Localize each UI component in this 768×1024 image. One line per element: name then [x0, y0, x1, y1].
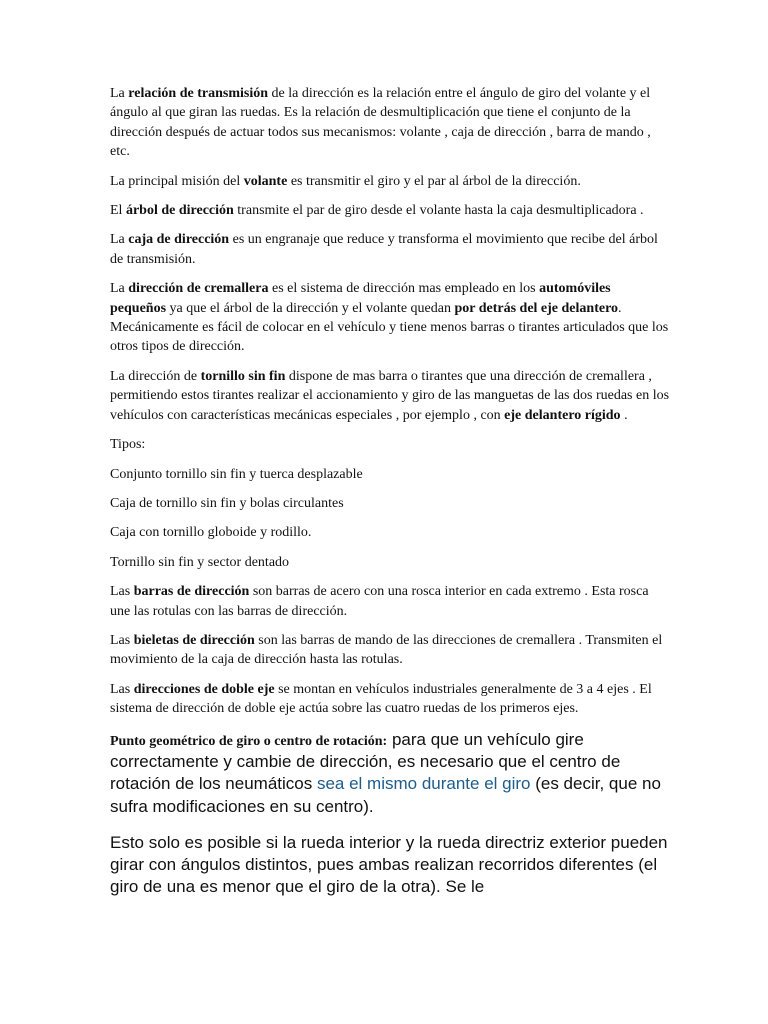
paragraph-barras-direccion [110, 582, 670, 621]
text: Las [110, 584, 134, 600]
text: es transmitir el giro y el par al árbol de la dirección. [287, 173, 581, 189]
bold-term: por detrás del eje delantero [454, 300, 619, 316]
paragraph-punto-giro [110, 729, 670, 819]
text: La [110, 281, 129, 297]
tipo-item: Caja con tornillo globoide y rodillo. [110, 525, 312, 541]
text: es el sistema de dirección mas empleado en los [268, 281, 540, 297]
text: se montan en vehículos industriales generalmente de 3 a 4 ejes . El sistema de dirección de doble eje actúa sobre las cuatro ruedas de los primeros ejes. [110, 681, 652, 717]
paragraph-rueda-interior: Esto solo es posible si la rueda interior y la rueda directriz exterior pueden girar con ángulos distintos, pues ambas realizan recorridos diferentes (el giro de una es menor que el giro de la otra). Se le [110, 833, 668, 897]
text: de la dirección es la relación entre el ángulo de giro del volante y el ángulo al que giran las ruedas. Es la relación de desmultiplicación que tiene el conjunto de la dirección después de actuar todos sus mecanismos: volante , caja de dirección , barra de mando , etc. [110, 86, 651, 160]
paragraph-caja-direccion [110, 230, 670, 269]
paragraph-relacion-transmision [110, 84, 670, 162]
text: Las [110, 681, 134, 697]
bold-term: eje delantero rígido [504, 407, 621, 423]
bold-term: caja de dirección [128, 232, 230, 248]
bold-term: dirección de cremallera [128, 281, 269, 297]
bold-term: tornillo sin fin [200, 368, 286, 384]
text: son barras de acero con una rosca interior en cada extremo . Esta rosca une las rotulas con las barras de dirección. [110, 584, 649, 619]
tipos-label: Tipos: [110, 437, 146, 453]
text: El [110, 203, 126, 219]
bold-term: árbol de dirección [125, 203, 234, 219]
bold-term: Punto geométrico de giro o centro de rotación: [110, 733, 388, 749]
paragraph-doble-eje [110, 680, 670, 719]
text: . Mecánicamente es fácil de colocar en el vehículo y tiene menos barras o tirantes articulados que los otros tipos de dirección. [110, 300, 669, 355]
text: dispone de mas barra o tirantes que una dirección de cremallera , permitiendo estos tirantes realizar el accionamiento y giro de las manguetas de las dos ruedas en los vehículos con características mecánicas especiales , por ejemplo , con [110, 368, 670, 423]
paragraph-cremallera [110, 279, 670, 357]
paragraph-bieletas [110, 631, 670, 670]
tipo-item: Tornillo sin fin y sector dentado [110, 554, 290, 570]
text: La principal misión del [110, 173, 244, 189]
paragraph-tornillo-sin-fin [110, 367, 670, 425]
text: La [110, 86, 129, 101]
bold-term: relación de transmisión [128, 86, 269, 101]
document-body [110, 84, 670, 908]
text: para que un vehículo gire correctamente y cambie de dirección, es necesario que el centro de rotación de los neumáticos [110, 729, 621, 794]
bold-term: direcciones de doble eje [133, 681, 275, 697]
tipo-item: Conjunto tornillo sin fin y tuerca desplazable [110, 466, 363, 482]
text: (es decir, que no sufra modificaciones en su centro). [110, 774, 661, 816]
text: son las barras de mando de las direcciones de cremallera . Transmiten el movimiento de la caja de dirección hasta las rotulas. [110, 632, 663, 668]
text: Las [110, 632, 134, 648]
tipo-item: Caja de tornillo sin fin y bolas circulantes [110, 495, 344, 511]
bold-term: barras de dirección [133, 584, 250, 600]
text: . [620, 407, 628, 423]
bold-term: volante [243, 173, 288, 189]
text: La [110, 232, 129, 248]
bold-term: automóviles pequeños [110, 281, 611, 316]
text: transmite el par de giro desde el volante hasta la caja desmultiplicadora . [233, 203, 644, 219]
paragraph-arbol-direccion [110, 201, 670, 220]
text: es un engranaje que reduce y transforma el movimiento que recibe del árbol de transmisión. [110, 232, 658, 267]
text: ya que el árbol de la dirección y el volante quedan [166, 300, 455, 316]
paragraph-volante [110, 172, 670, 191]
text: La dirección de [110, 368, 201, 384]
bold-term: bieletas de dirección [133, 632, 255, 648]
highlighted-link-text: sea el mismo durante el giro [316, 774, 531, 794]
